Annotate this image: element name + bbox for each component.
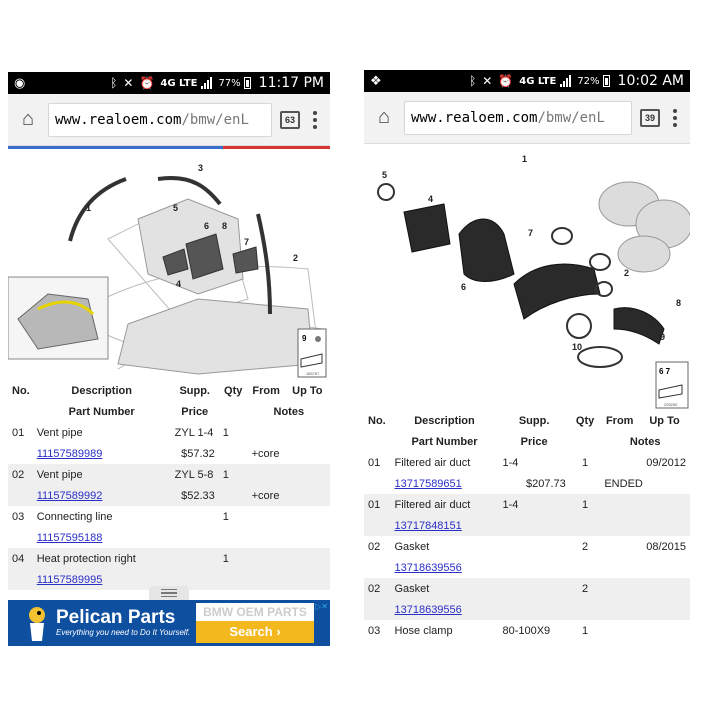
header-part-number: Part Number bbox=[33, 401, 171, 422]
callout-5: 5 bbox=[173, 203, 179, 213]
battery-icon bbox=[244, 77, 251, 89]
header-description: Description bbox=[33, 380, 171, 401]
ad-search-button[interactable]: Search › bbox=[196, 621, 314, 643]
dropbox-icon: ❖ bbox=[370, 73, 382, 89]
ad-tagline: Everything you need to Do It Yourself. bbox=[56, 628, 191, 637]
table-row bbox=[8, 422, 330, 443]
alarm-icon: ⏰ bbox=[139, 76, 155, 90]
table-row bbox=[8, 527, 330, 548]
table-row bbox=[8, 443, 330, 464]
row-supp: 80-100X9 bbox=[502, 624, 551, 637]
parts-table bbox=[8, 380, 330, 590]
network-type: 4G LTE bbox=[519, 75, 557, 87]
pelican-logo-icon bbox=[22, 603, 52, 643]
row-description: Gasket bbox=[394, 540, 430, 553]
row-supp bbox=[171, 506, 219, 527]
battery-icon bbox=[603, 75, 610, 87]
header-from: From bbox=[248, 380, 285, 401]
row-description: Gasket bbox=[390, 578, 498, 599]
table-header-row-1 bbox=[8, 380, 330, 401]
row-notes: +core bbox=[251, 447, 280, 460]
row-supp: 1-4 bbox=[502, 456, 519, 469]
callout-6: 6 bbox=[204, 221, 210, 231]
url-bar[interactable] bbox=[404, 101, 632, 135]
row-description: Filtered air duct bbox=[394, 456, 471, 469]
row-qty: 1 bbox=[222, 426, 229, 439]
table-row bbox=[364, 515, 690, 536]
table-row bbox=[364, 599, 690, 620]
bluetooth-icon: ᛒ bbox=[469, 74, 477, 88]
status-bar bbox=[364, 70, 690, 92]
header-part-number: Part Number bbox=[390, 431, 498, 452]
url-path: /bmw/enL bbox=[181, 111, 249, 128]
home-icon: ⌂ bbox=[377, 106, 391, 128]
tab-switcher-button[interactable]: 63 bbox=[280, 111, 300, 129]
row-qty: 1 bbox=[219, 464, 248, 485]
callout-1: 1 bbox=[86, 203, 92, 213]
callout-5: 5 bbox=[382, 170, 388, 180]
advertisement-banner[interactable] bbox=[8, 600, 330, 646]
parts-diagram[interactable] bbox=[8, 149, 330, 380]
row-notes bbox=[600, 515, 690, 536]
row-notes bbox=[248, 527, 330, 548]
row-no: 01 bbox=[364, 494, 390, 515]
callout-2: 2 bbox=[624, 268, 630, 278]
callout-1: 1 bbox=[522, 154, 528, 164]
row-no: 03 bbox=[368, 624, 381, 637]
row-upto bbox=[639, 494, 690, 515]
battery-percent: 72% bbox=[577, 75, 600, 87]
row-qty: 1 bbox=[582, 456, 589, 469]
callout-4: 4 bbox=[176, 279, 182, 289]
ad-oem-label: BMW OEM PARTS bbox=[196, 603, 314, 621]
row-no: 03 bbox=[12, 510, 25, 523]
bluetooth-icon: ᛒ bbox=[110, 76, 118, 90]
callout-2: 2 bbox=[293, 253, 299, 263]
part-number-link[interactable]: 11157589995 bbox=[36, 573, 103, 586]
overflow-menu-button[interactable] bbox=[306, 106, 324, 134]
table-row bbox=[8, 548, 330, 569]
row-upto: 09/2012 bbox=[646, 456, 686, 469]
header-upto: Up To bbox=[639, 410, 690, 431]
diagram-id: 205250 bbox=[664, 402, 678, 407]
row-price bbox=[171, 527, 219, 548]
header-price: Price bbox=[171, 401, 219, 422]
table-header-row-1 bbox=[364, 410, 690, 431]
row-upto bbox=[639, 620, 690, 641]
row-description: Vent pipe bbox=[36, 426, 83, 439]
clock: 11:17 PM bbox=[258, 75, 324, 91]
ad-title: Pelican Parts bbox=[56, 607, 176, 628]
callout-6: 6 bbox=[461, 282, 467, 292]
header-notes: Notes bbox=[600, 431, 690, 452]
part-number-link[interactable]: 11157595188 bbox=[36, 531, 103, 544]
table-row bbox=[8, 506, 330, 527]
row-supp bbox=[498, 536, 569, 557]
row-upto: 08/2015 bbox=[646, 540, 686, 553]
legend-number: 6 7 bbox=[659, 367, 671, 376]
table-row bbox=[364, 494, 690, 515]
header-notes: Notes bbox=[248, 401, 330, 422]
row-price bbox=[498, 599, 569, 620]
home-button[interactable] bbox=[370, 104, 398, 132]
header-no: No. bbox=[8, 380, 33, 401]
clock: 10:02 AM bbox=[617, 73, 684, 89]
row-qty: 2 bbox=[582, 540, 589, 553]
row-no: 02 bbox=[364, 578, 390, 599]
battery-percent: 77% bbox=[218, 77, 241, 89]
row-supp: ZYL 1-4 bbox=[174, 426, 214, 439]
parts-diagram-drawing bbox=[364, 144, 690, 410]
row-price: $52.33 bbox=[171, 485, 219, 506]
row-description: Hose clamp bbox=[394, 624, 453, 637]
callout-4: 4 bbox=[428, 194, 434, 204]
row-supp bbox=[498, 578, 569, 599]
right-phone-screenshot bbox=[364, 70, 690, 648]
browser-toolbar bbox=[364, 92, 690, 144]
row-description: Connecting line bbox=[36, 510, 113, 523]
table-row bbox=[364, 557, 690, 578]
row-no: 02 bbox=[368, 540, 381, 553]
row-notes: ENDED bbox=[604, 477, 643, 490]
signal-icon bbox=[201, 77, 212, 89]
callout-10: 10 bbox=[572, 342, 583, 352]
url-path: /bmw/enL bbox=[537, 109, 605, 126]
table-row bbox=[8, 464, 330, 485]
row-qty: 1 bbox=[582, 624, 589, 637]
parts-diagram[interactable] bbox=[364, 144, 690, 410]
row-notes bbox=[248, 569, 330, 590]
row-notes bbox=[600, 557, 690, 578]
spotify-icon: ◉ bbox=[14, 75, 26, 91]
part-number-link[interactable]: 11157589989 bbox=[36, 447, 103, 460]
row-supp: ZYL 5-8 bbox=[171, 464, 219, 485]
url-bar[interactable] bbox=[48, 103, 272, 137]
status-bar bbox=[8, 72, 330, 94]
row-no: 01 bbox=[12, 426, 25, 439]
table-row bbox=[364, 473, 690, 494]
url-host: www.realoem.com bbox=[411, 109, 538, 126]
part-number-link[interactable]: 11157589992 bbox=[36, 489, 103, 502]
header-from: From bbox=[600, 410, 639, 431]
row-description: Vent pipe bbox=[33, 464, 171, 485]
header-upto: Up To bbox=[285, 380, 330, 401]
header-supp: Supp. bbox=[498, 410, 569, 431]
table-row bbox=[364, 620, 690, 641]
table-header-row-2 bbox=[8, 401, 330, 422]
row-price bbox=[498, 515, 569, 536]
table-row bbox=[364, 578, 690, 599]
row-supp: 1-4 bbox=[498, 494, 569, 515]
table-row bbox=[364, 536, 690, 557]
header-no: No. bbox=[364, 410, 390, 431]
signal-icon bbox=[560, 75, 571, 87]
home-icon: ⌂ bbox=[21, 108, 35, 130]
ad-close-icon[interactable]: ▷✕ bbox=[315, 602, 328, 611]
row-qty: 1 bbox=[222, 510, 229, 523]
header-price: Price bbox=[498, 431, 569, 452]
row-description: Filtered air duct bbox=[390, 494, 498, 515]
part-number-link[interactable]: 13717589651 bbox=[394, 477, 462, 490]
row-notes: +core bbox=[248, 485, 330, 506]
browser-toolbar bbox=[8, 94, 330, 146]
row-qty: 2 bbox=[570, 578, 601, 599]
callout-8: 8 bbox=[676, 298, 682, 308]
home-button[interactable] bbox=[14, 106, 42, 134]
url-host: www.realoem.com bbox=[55, 111, 182, 128]
drawer-handle[interactable] bbox=[149, 586, 189, 600]
legend-number: 9 bbox=[302, 334, 307, 343]
row-upto bbox=[639, 578, 690, 599]
tab-switcher-button[interactable]: 39 bbox=[640, 109, 660, 127]
diagram-id: 185787 bbox=[306, 371, 320, 376]
row-no: 04 bbox=[8, 548, 33, 569]
callout-8: 8 bbox=[222, 221, 228, 231]
mute-icon: ✕ bbox=[123, 76, 134, 90]
callout-7: 7 bbox=[244, 237, 250, 247]
alarm-icon: ⏰ bbox=[498, 74, 514, 88]
part-number-link[interactable]: 13717848151 bbox=[394, 519, 462, 532]
mute-icon: ✕ bbox=[482, 74, 493, 88]
row-price bbox=[498, 557, 569, 578]
header-qty: Qty bbox=[570, 410, 601, 431]
callout-9: 9 bbox=[660, 332, 666, 342]
part-number-link[interactable]: 13718639556 bbox=[394, 561, 462, 574]
callout-7: 7 bbox=[528, 228, 534, 238]
parts-table bbox=[364, 410, 690, 641]
row-qty: 1 bbox=[219, 548, 248, 569]
parts-diagram-drawing bbox=[8, 149, 330, 380]
row-price: $207.73 bbox=[526, 477, 566, 490]
table-row bbox=[8, 485, 330, 506]
row-notes bbox=[600, 599, 690, 620]
callout-3: 3 bbox=[198, 163, 204, 173]
table-header-row-2 bbox=[364, 431, 690, 452]
part-number-link[interactable]: 13718639556 bbox=[394, 603, 462, 616]
row-no: 01 bbox=[368, 456, 381, 469]
row-description: Heat protection right bbox=[33, 548, 171, 569]
header-description: Description bbox=[390, 410, 498, 431]
header-supp: Supp. bbox=[171, 380, 219, 401]
table-row bbox=[364, 452, 690, 473]
row-supp bbox=[171, 548, 219, 569]
row-price: $57.32 bbox=[181, 447, 215, 460]
row-no: 02 bbox=[8, 464, 33, 485]
row-qty: 1 bbox=[570, 494, 601, 515]
overflow-menu-button[interactable] bbox=[666, 104, 684, 132]
left-phone-screenshot bbox=[8, 72, 330, 646]
header-qty: Qty bbox=[219, 380, 248, 401]
network-type: 4G LTE bbox=[160, 77, 198, 89]
